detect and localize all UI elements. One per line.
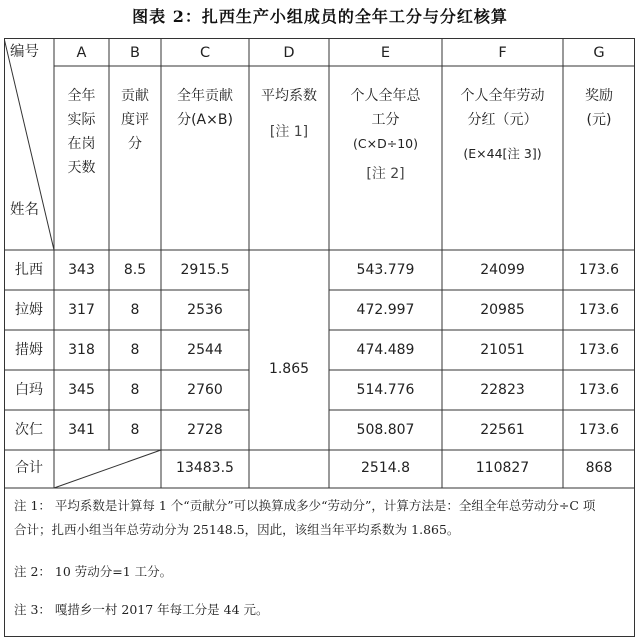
cell-d-merged: 1.865 <box>268 361 310 377</box>
col-a-header: 全年 实际 在岗 天数 <box>67 88 96 176</box>
cell-b: 8 <box>130 342 140 358</box>
cell-a: 341 <box>68 422 95 438</box>
cell-e: 472.997 <box>356 302 415 318</box>
cell-f: 22561 <box>480 422 525 438</box>
total-c: 13483.5 <box>176 460 234 476</box>
col-letter-e: E <box>380 45 391 61</box>
cell-a: 318 <box>68 342 95 358</box>
cell-g: 173.6 <box>578 422 620 438</box>
note-3: 注 3： 嘎措乡一村 2017 年每工分是 44 元。 <box>14 602 269 617</box>
table-title: 图表 2：扎西生产小组成员的全年工分与分红核算 <box>132 7 508 26</box>
cell-e: 514.776 <box>356 382 415 398</box>
col-f-formula: (E×44[注 3]) <box>463 146 542 161</box>
corner-label-name: 姓名 <box>10 202 39 218</box>
col-d-header: 平均系数 [注 1] <box>249 84 329 144</box>
row-name: 拉姆 <box>15 302 43 318</box>
note-1-line-2: 合计；扎西小组当年总劳动分为 25148.5，因此，该组当年平均系数为 1.865。 <box>14 522 460 537</box>
col-letter-g: G <box>593 45 605 61</box>
note-1-line-1: 注 1： 平均系数是计算每 1 个“贡献分”可以换算成多少“劳动分”，计算方法是：全组全年总劳动分÷C 项 <box>14 498 596 513</box>
row-name: 白玛 <box>15 382 43 398</box>
total-e: 2514.8 <box>361 460 410 476</box>
row-name: 措姆 <box>15 342 43 358</box>
col-letter-f: F <box>498 45 507 61</box>
cell-g: 173.6 <box>578 262 620 278</box>
col-e-header: 个人全年总 工分 (C×D÷10) [注 2] <box>329 84 442 186</box>
total-f: 110827 <box>475 460 530 476</box>
col-c-header: 全年贡献 分(A×B) <box>177 88 233 128</box>
cell-e: 474.489 <box>356 342 415 358</box>
cell-c: 2728 <box>187 422 223 438</box>
cell-c: 2544 <box>187 342 223 358</box>
cell-b: 8.5 <box>123 262 147 278</box>
cell-a: 343 <box>68 262 95 278</box>
cell-g: 173.6 <box>578 342 620 358</box>
note-2: 注 2： 10 劳动分=1 工分。 <box>14 564 173 579</box>
cell-b: 8 <box>130 382 140 398</box>
row-name: 扎西 <box>15 262 43 278</box>
col-f-header: 个人全年劳动 分红（元） (E×44[注 3]) <box>442 84 563 166</box>
row-name: 次仁 <box>15 422 43 438</box>
cell-b: 8 <box>130 302 140 318</box>
cell-a: 317 <box>68 302 95 318</box>
col-letter-d: D <box>283 45 295 61</box>
total-g: 868 <box>585 460 613 476</box>
col-letter-c: C <box>199 45 211 61</box>
cell-a: 345 <box>68 382 95 398</box>
cell-e: 508.807 <box>356 422 415 438</box>
total-label: 合计 <box>15 460 43 476</box>
col-e-formula: (C×D÷10) <box>353 136 418 151</box>
col-e-note: [注 2] <box>366 166 405 182</box>
col-letter-b: B <box>130 45 140 61</box>
col-d-note: [注 1] <box>269 124 309 140</box>
cell-f: 21051 <box>480 342 525 358</box>
cell-f: 20985 <box>480 302 525 318</box>
corner-label-number: 编号 <box>10 44 39 60</box>
cell-e: 543.779 <box>356 262 415 278</box>
cell-c: 2915.5 <box>180 262 230 278</box>
cell-c: 2760 <box>187 382 223 398</box>
cell-g: 173.6 <box>578 382 620 398</box>
cell-g: 173.6 <box>578 302 620 318</box>
col-letter-a: A <box>76 45 87 61</box>
col-b-header: 贡献 度评 分 <box>121 88 149 152</box>
cell-b: 8 <box>130 422 140 438</box>
cell-f: 22823 <box>480 382 525 398</box>
cell-c: 2536 <box>187 302 223 318</box>
col-g-header: 奖励 (元) <box>585 88 613 128</box>
cell-f: 24099 <box>480 262 525 278</box>
